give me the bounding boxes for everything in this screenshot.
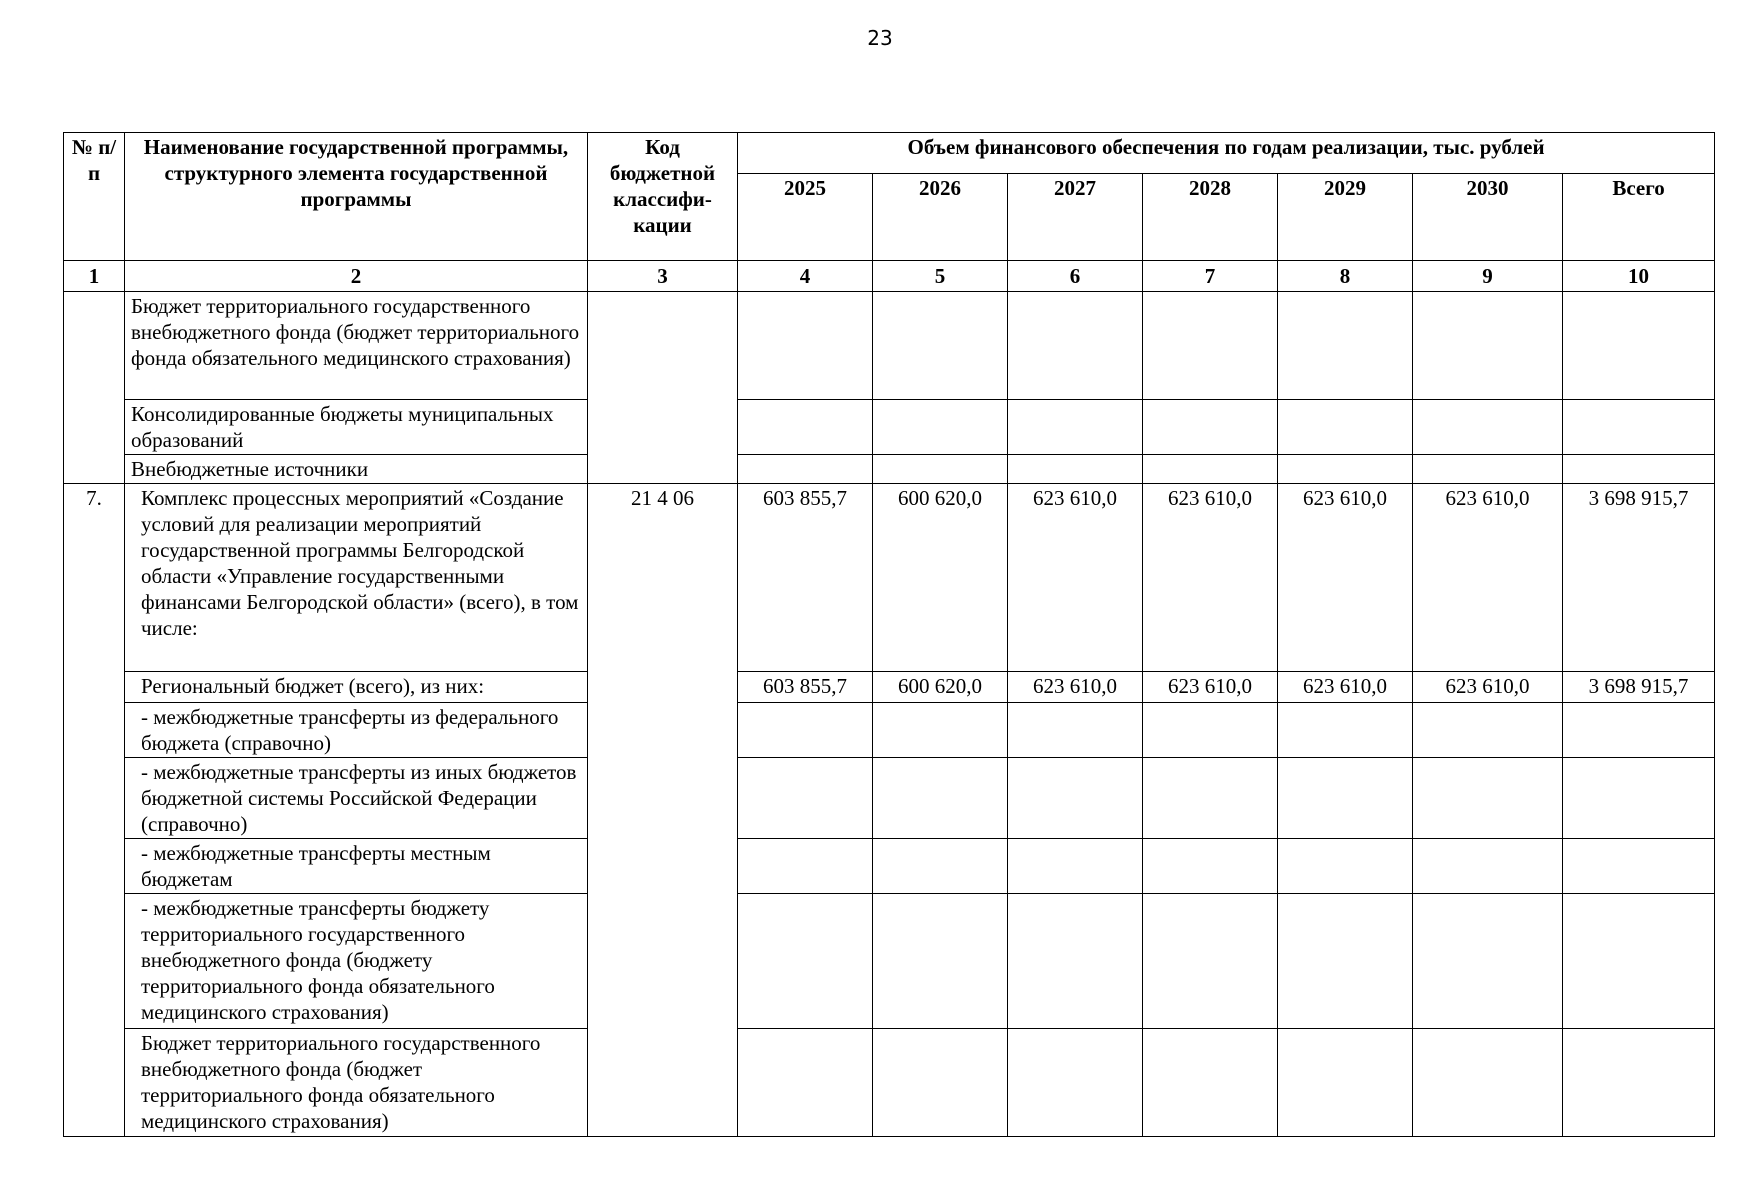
value-cell bbox=[1413, 455, 1563, 484]
value-cell bbox=[1278, 758, 1413, 839]
value-cell bbox=[1143, 455, 1278, 484]
value-cell bbox=[1563, 292, 1715, 400]
value-cell bbox=[1143, 1029, 1278, 1137]
value-cell bbox=[1008, 400, 1143, 455]
value-cell bbox=[1413, 292, 1563, 400]
value-cell bbox=[1278, 292, 1413, 400]
value-cell bbox=[873, 1029, 1008, 1137]
value-cell bbox=[1563, 839, 1715, 894]
column-number: 9 bbox=[1413, 261, 1563, 292]
value-cell bbox=[1413, 839, 1563, 894]
header-num: № п/п bbox=[64, 133, 125, 261]
column-number: 8 bbox=[1278, 261, 1413, 292]
row-name: Внебюджетные источники bbox=[125, 455, 588, 484]
value-cell bbox=[1008, 703, 1143, 758]
funding-table bbox=[63, 132, 1715, 1137]
value-cell bbox=[1563, 1029, 1715, 1137]
row-name: Региональный бюджет (всего), из них: bbox=[125, 672, 588, 703]
value-cell bbox=[738, 758, 873, 839]
value-cell bbox=[1143, 292, 1278, 400]
value-cell bbox=[873, 703, 1008, 758]
header-row bbox=[64, 133, 1715, 174]
header-total: Всего bbox=[1563, 174, 1715, 261]
value-cell bbox=[1563, 894, 1715, 1029]
column-number: 1 bbox=[64, 261, 125, 292]
value-cell bbox=[1143, 703, 1278, 758]
value-cell bbox=[1008, 758, 1143, 839]
header-name: Наименование государственной программы, структурного элемента государственной программы bbox=[125, 133, 588, 261]
value-cell bbox=[1008, 894, 1143, 1029]
value-cell: 3 698 915,7 bbox=[1563, 484, 1715, 672]
table-row bbox=[64, 455, 1715, 484]
page-number: 23 bbox=[867, 26, 893, 50]
column-number: 5 bbox=[873, 261, 1008, 292]
value-cell bbox=[1278, 703, 1413, 758]
value-cell bbox=[738, 400, 873, 455]
column-number: 10 bbox=[1563, 261, 1715, 292]
row-name: - межбюджетные трансферты бюджету территориального государственного внебюджетного фонда (бюджету территориального фонда обязательного медицинского страхования) bbox=[125, 894, 588, 1029]
value-cell: 600 620,0 bbox=[873, 484, 1008, 672]
value-cell: 3 698 915,7 bbox=[1563, 672, 1715, 703]
value-cell bbox=[1008, 455, 1143, 484]
header-code: Код бюджетной классифи-кации bbox=[588, 133, 738, 261]
value-cell bbox=[873, 839, 1008, 894]
value-cell: 623 610,0 bbox=[1143, 484, 1278, 672]
value-cell bbox=[1143, 758, 1278, 839]
value-cell bbox=[1008, 839, 1143, 894]
value-cell bbox=[1413, 400, 1563, 455]
table-row bbox=[64, 758, 1715, 839]
column-number: 2 bbox=[125, 261, 588, 292]
value-cell: 600 620,0 bbox=[873, 672, 1008, 703]
value-cell: 623 610,0 bbox=[1143, 672, 1278, 703]
row-name: Бюджет территориального государственного внебюджетного фонда (бюджет территориального фонда обязательного медицинского страхования) bbox=[125, 292, 588, 400]
value-cell bbox=[1563, 758, 1715, 839]
row-name: - межбюджетные трансферты из федерального бюджета (справочно) bbox=[125, 703, 588, 758]
value-cell bbox=[1278, 1029, 1413, 1137]
column-number: 3 bbox=[588, 261, 738, 292]
table-row bbox=[64, 1029, 1715, 1137]
table-row bbox=[64, 703, 1715, 758]
value-cell: 623 610,0 bbox=[1008, 672, 1143, 703]
value-cell bbox=[738, 455, 873, 484]
column-number: 4 bbox=[738, 261, 873, 292]
value-cell bbox=[738, 703, 873, 758]
value-cell bbox=[1563, 400, 1715, 455]
value-cell: 623 610,0 bbox=[1413, 672, 1563, 703]
value-cell bbox=[1413, 1029, 1563, 1137]
value-cell bbox=[1008, 1029, 1143, 1137]
header-year-2028: 2028 bbox=[1143, 174, 1278, 261]
row-code-cell bbox=[588, 292, 738, 484]
table-row bbox=[64, 484, 1715, 672]
value-cell bbox=[1143, 400, 1278, 455]
table-row bbox=[64, 400, 1715, 455]
value-cell bbox=[873, 400, 1008, 455]
table-row bbox=[64, 894, 1715, 1029]
value-cell bbox=[1563, 455, 1715, 484]
header-year-2026: 2026 bbox=[873, 174, 1008, 261]
column-number: 7 bbox=[1143, 261, 1278, 292]
value-cell bbox=[873, 758, 1008, 839]
value-cell bbox=[1143, 894, 1278, 1029]
value-cell bbox=[738, 894, 873, 1029]
value-cell bbox=[1278, 839, 1413, 894]
header-year-2029: 2029 bbox=[1278, 174, 1413, 261]
row-name: Консолидированные бюджеты муниципальных образований bbox=[125, 400, 588, 455]
column-number-row bbox=[64, 261, 1715, 292]
value-cell bbox=[1278, 894, 1413, 1029]
row-name: - межбюджетные трансферты местным бюджетам bbox=[125, 839, 588, 894]
header-year-2030: 2030 bbox=[1413, 174, 1563, 261]
value-cell bbox=[873, 894, 1008, 1029]
header-year-2027: 2027 bbox=[1008, 174, 1143, 261]
value-cell: 603 855,7 bbox=[738, 484, 873, 672]
value-cell bbox=[738, 839, 873, 894]
value-cell bbox=[1563, 703, 1715, 758]
row-number: 7. bbox=[64, 484, 125, 1137]
header-year-2025: 2025 bbox=[738, 174, 873, 261]
value-cell bbox=[1278, 455, 1413, 484]
value-cell bbox=[1413, 758, 1563, 839]
row-code: 21 4 06 bbox=[588, 484, 738, 1137]
table-row bbox=[64, 292, 1715, 400]
column-number: 6 bbox=[1008, 261, 1143, 292]
value-cell: 623 610,0 bbox=[1008, 484, 1143, 672]
table-row bbox=[64, 839, 1715, 894]
value-cell: 623 610,0 bbox=[1278, 484, 1413, 672]
row-name: - межбюджетные трансферты из иных бюджетов бюджетной системы Российской Федерации (справочно) bbox=[125, 758, 588, 839]
value-cell bbox=[1278, 400, 1413, 455]
value-cell bbox=[1413, 703, 1563, 758]
value-cell bbox=[1143, 839, 1278, 894]
value-cell: 623 610,0 bbox=[1278, 672, 1413, 703]
header-funding: Объем финансового обеспечения по годам реализации, тыс. рублей bbox=[738, 133, 1715, 174]
value-cell: 623 610,0 bbox=[1413, 484, 1563, 672]
value-cell bbox=[1008, 292, 1143, 400]
value-cell: 603 855,7 bbox=[738, 672, 873, 703]
row-name: Комплекс процессных мероприятий «Создание условий для реализации мероприятий государственной программы Белгородской области «Управление государственными финансами Белгородской области» (всего), в том числе: bbox=[125, 484, 588, 672]
table-row bbox=[64, 672, 1715, 703]
value-cell bbox=[873, 292, 1008, 400]
value-cell bbox=[738, 1029, 873, 1137]
value-cell bbox=[1413, 894, 1563, 1029]
value-cell bbox=[738, 292, 873, 400]
value-cell bbox=[873, 455, 1008, 484]
row-number-cell bbox=[64, 292, 125, 484]
row-name: Бюджет территориального государственного внебюджетного фонда (бюджет территориального фонда обязательного медицинского страхования) bbox=[125, 1029, 588, 1137]
